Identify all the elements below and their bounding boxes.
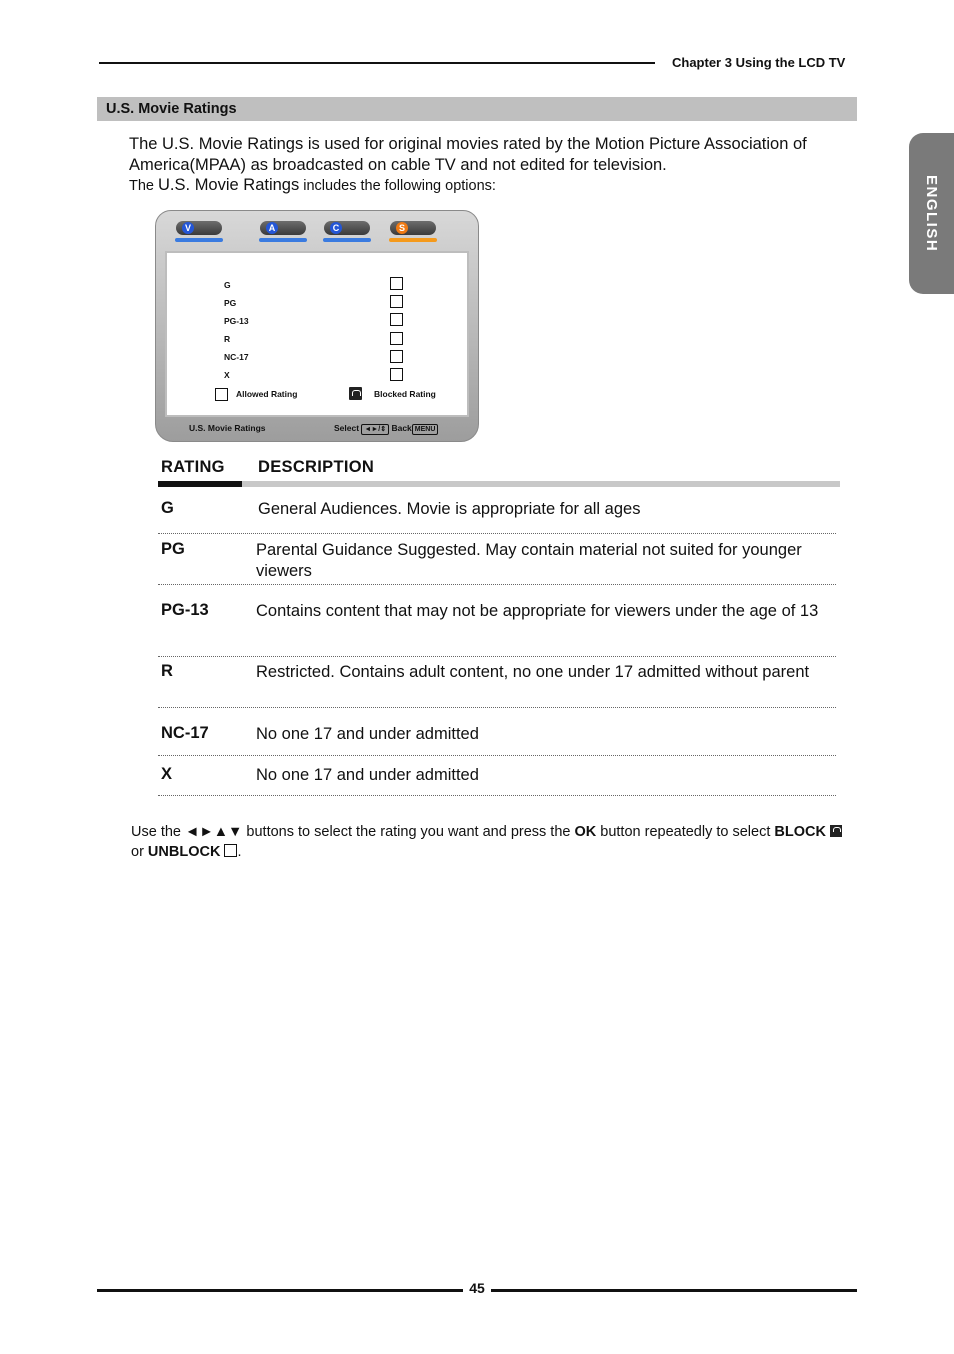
osd-rating-label-r: R: [224, 334, 231, 344]
chapter-heading: Chapter 3 Using the LCD TV: [672, 55, 846, 70]
osd-rating-label-pg: PG: [224, 298, 237, 308]
osd-rating-checkbox-g[interactable]: [390, 277, 403, 290]
osd-rating-checkbox-pg13[interactable]: [390, 313, 403, 326]
video-tab-letter: V: [182, 222, 194, 234]
osd-rating-label-pg13: PG-13: [224, 316, 249, 326]
table-row-description: No one 17 and under admitted: [256, 725, 479, 743]
channel-tab-underline: [323, 238, 371, 242]
osd-rating-label-x: X: [224, 370, 230, 380]
video-tab-icon[interactable]: [174, 219, 226, 245]
blocked-rating-label: Blocked Rating: [374, 389, 436, 399]
osd-back-hint: Back: [391, 423, 412, 433]
channel-tab-letter: C: [330, 222, 342, 234]
osd-rating-checkbox-nc17[interactable]: [390, 350, 403, 363]
intro-options-feature: U.S. Movie Ratings: [158, 176, 300, 194]
osd-rating-checkbox-r[interactable]: [390, 332, 403, 345]
table-header-rule-accent: [158, 481, 242, 487]
instructions-paragraph: [131, 823, 851, 862]
table-row-rating: X: [161, 765, 173, 783]
intro-paragraph: The U.S. Movie Ratings is used for original movies rated by the Motion Picture Association of America(MPAA) as broadcasted on cable TV and not edited for television.: [129, 135, 807, 174]
audio-tab-letter: A: [266, 222, 278, 234]
language-side-tab-label: ENGLISH: [923, 174, 940, 253]
intro-text: [129, 134, 839, 197]
unblock-term: UNBLOCK: [147, 843, 221, 860]
instructions-text-2: button repeatedly to select: [596, 824, 775, 840]
table-row-divider: [158, 707, 836, 708]
intro-options-prefix: The: [129, 178, 159, 194]
table-row-divider: [158, 533, 836, 534]
table-row-divider: [158, 755, 836, 756]
table-row-rating: NC-17: [161, 724, 209, 742]
table-row-description: No one 17 and under admitted: [256, 766, 479, 784]
osd-rating-label-nc17: NC-17: [224, 352, 249, 362]
intro-options-line: [129, 175, 839, 197]
setup-tab-icon[interactable]: [388, 219, 440, 245]
block-term: BLOCK: [774, 824, 826, 840]
channel-tab-icon[interactable]: [322, 219, 374, 245]
unblock-box-icon: [224, 844, 237, 857]
audio-tab-underline: [259, 238, 307, 242]
allowed-rating-label: Allowed Rating: [236, 389, 298, 399]
blocked-rating-icon: [349, 387, 362, 400]
table-row-rating: G: [161, 499, 174, 517]
footer-rule-left: [97, 1289, 463, 1292]
table-row-description: Restricted. Contains adult content, no one under 17 admitted without parent: [256, 663, 810, 681]
osd-menu-key-icon: MENU: [412, 424, 439, 435]
table-header-description: DESCRIPTION: [258, 458, 375, 476]
tv-osd-screenshot: [155, 210, 479, 442]
table-row-description: General Audiences. Movie is appropriate for all ages: [258, 500, 641, 518]
osd-tab-bar: [174, 219, 460, 245]
table-row-description: Contains content that may not be appropriate for viewers under the age of 13: [256, 602, 819, 620]
section-title: U.S. Movie Ratings: [106, 101, 237, 117]
page-number: 45: [469, 1280, 485, 1296]
osd-footer-title: U.S. Movie Ratings: [189, 423, 266, 433]
instructions-or: or: [131, 843, 148, 860]
table-row-divider: [158, 795, 836, 796]
header-rule: [99, 62, 655, 64]
block-lock-icon: [830, 825, 842, 837]
language-side-tab: [909, 133, 954, 294]
audio-tab-icon[interactable]: [258, 219, 310, 245]
setup-tab-underline: [389, 238, 437, 242]
osd-rating-label-g: G: [224, 280, 231, 290]
instructions-text-1: Use the ◄►▲▼ buttons to select the rating you want and press the: [131, 824, 575, 840]
setup-tab-letter: S: [396, 222, 408, 234]
osd-rating-checkbox-x[interactable]: [390, 368, 403, 381]
osd-panel: [165, 251, 469, 417]
osd-select-key-icon: ◄►/⇕: [361, 424, 389, 435]
ok-button-term: OK: [574, 824, 597, 840]
table-row-rating: PG-13: [161, 601, 209, 619]
osd-rating-checkbox-pg[interactable]: [390, 295, 403, 308]
table-row-divider: [158, 584, 836, 585]
table-row-rating: PG: [161, 540, 185, 558]
table-row-rating: R: [161, 662, 173, 680]
intro-options-suffix: includes the following options:: [299, 178, 496, 194]
table-row-description: Parental Guidance Suggested. May contain material not suited for younger viewers: [256, 541, 802, 580]
instructions-end: .: [237, 843, 242, 860]
allowed-rating-icon: [215, 388, 228, 401]
footer-rule-right: [491, 1289, 857, 1292]
video-tab-underline: [175, 238, 223, 242]
table-header-rating: RATING: [161, 458, 225, 476]
osd-footer-hints: [334, 423, 438, 435]
osd-select-hint: Select: [334, 423, 360, 433]
section-bar: [97, 97, 857, 121]
table-row-divider: [158, 656, 836, 657]
table-header-rule: [158, 481, 840, 487]
